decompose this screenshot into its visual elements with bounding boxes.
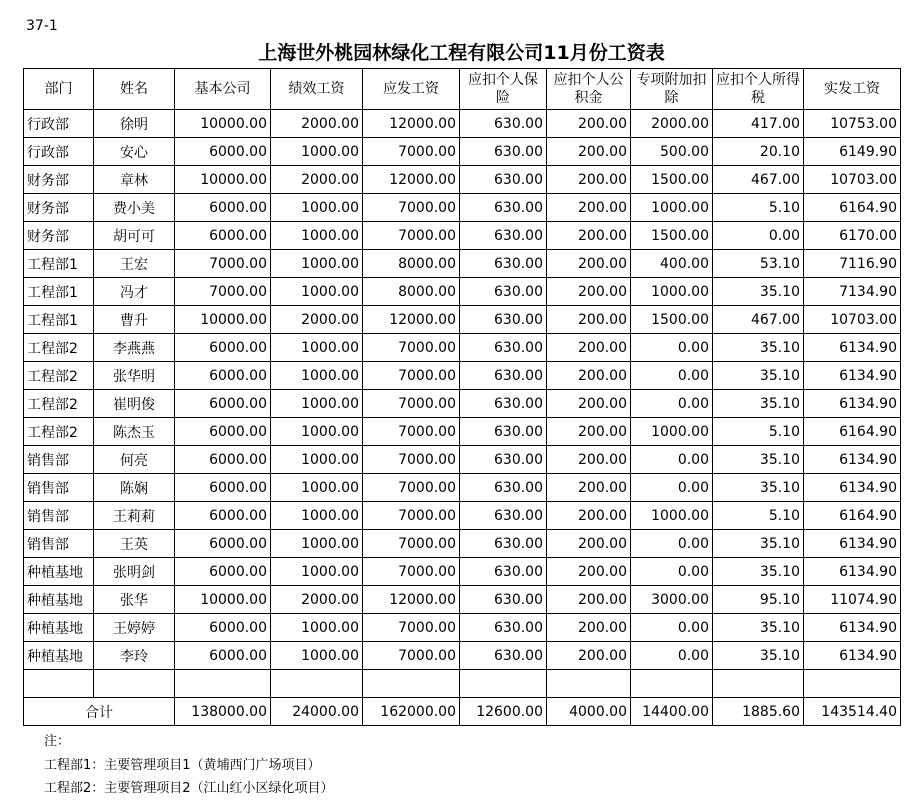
special-deduction-cell: 0.00 <box>631 558 713 586</box>
special-deduction-cell: 0.00 <box>631 446 713 474</box>
base-cell: 7000.00 <box>175 278 271 306</box>
housing-fund-cell: 200.00 <box>547 474 631 502</box>
department-cell: 工程部1 <box>24 250 94 278</box>
special-deduction-cell: 1000.00 <box>631 418 713 446</box>
table-row <box>24 642 901 670</box>
housing-fund-cell: 200.00 <box>547 110 631 138</box>
performance-cell: 1000.00 <box>271 390 363 418</box>
column-header-base: 基本公司 <box>175 69 271 110</box>
base-cell <box>175 670 271 698</box>
table-row <box>24 614 901 642</box>
column-header-special-deduction: 专项附加扣除 <box>631 69 713 110</box>
name-cell: 陈娴 <box>94 474 175 502</box>
base-cell: 6000.00 <box>175 390 271 418</box>
total-cell: 143514.40 <box>804 698 901 726</box>
housing-fund-cell: 200.00 <box>547 362 631 390</box>
housing-fund-cell: 200.00 <box>547 222 631 250</box>
department-cell: 种植基地 <box>24 642 94 670</box>
net-pay-cell: 6134.90 <box>804 558 901 586</box>
sheet-id: 37-1 <box>26 18 58 34</box>
department-cell: 财务部 <box>24 166 94 194</box>
department-cell: 销售部 <box>24 474 94 502</box>
name-cell: 王英 <box>94 530 175 558</box>
performance-cell: 1000.00 <box>271 334 363 362</box>
name-cell: 王莉莉 <box>94 502 175 530</box>
performance-cell: 1000.00 <box>271 194 363 222</box>
net-pay-cell: 6170.00 <box>804 222 901 250</box>
base-cell: 6000.00 <box>175 614 271 642</box>
base-cell: 6000.00 <box>175 502 271 530</box>
base-cell: 10000.00 <box>175 110 271 138</box>
department-cell: 种植基地 <box>24 586 94 614</box>
name-cell: 安心 <box>94 138 175 166</box>
column-header-housing-fund: 应扣个人公积金 <box>547 69 631 110</box>
gross-cell: 7000.00 <box>363 642 460 670</box>
performance-cell: 1000.00 <box>271 138 363 166</box>
housing-fund-cell: 200.00 <box>547 334 631 362</box>
insurance-cell: 630.00 <box>460 110 547 138</box>
special-deduction-cell: 0.00 <box>631 642 713 670</box>
insurance-cell: 630.00 <box>460 250 547 278</box>
table-row <box>24 194 901 222</box>
table-body <box>24 110 901 698</box>
net-pay-cell: 6134.90 <box>804 474 901 502</box>
total-cell: 138000.00 <box>175 698 271 726</box>
special-deduction-cell: 500.00 <box>631 138 713 166</box>
special-deduction-cell: 0.00 <box>631 334 713 362</box>
name-cell: 崔明俊 <box>94 390 175 418</box>
net-pay-cell: 7134.90 <box>804 278 901 306</box>
base-cell: 6000.00 <box>175 362 271 390</box>
total-cell: 14400.00 <box>631 698 713 726</box>
department-cell: 工程部2 <box>24 390 94 418</box>
housing-fund-cell: 200.00 <box>547 194 631 222</box>
insurance-cell: 630.00 <box>460 502 547 530</box>
income-tax-cell: 95.10 <box>713 586 804 614</box>
net-pay-cell: 10753.00 <box>804 110 901 138</box>
gross-cell: 12000.00 <box>363 586 460 614</box>
table-row <box>24 474 901 502</box>
department-cell: 种植基地 <box>24 558 94 586</box>
housing-fund-cell: 200.00 <box>547 614 631 642</box>
housing-fund-cell: 200.00 <box>547 446 631 474</box>
performance-cell: 1000.00 <box>271 614 363 642</box>
column-header-gross: 应发工资 <box>363 69 460 110</box>
performance-cell: 2000.00 <box>271 166 363 194</box>
department-cell: 销售部 <box>24 502 94 530</box>
department-cell: 工程部2 <box>24 334 94 362</box>
name-cell: 胡可可 <box>94 222 175 250</box>
column-header-net-pay: 实发工资 <box>804 69 901 110</box>
note-line: 工程部2：主要管理项目2（江山红小区绿化项目） <box>44 781 334 796</box>
gross-cell: 7000.00 <box>363 138 460 166</box>
special-deduction-cell: 1000.00 <box>631 278 713 306</box>
income-tax-cell: 417.00 <box>713 110 804 138</box>
base-cell: 6000.00 <box>175 642 271 670</box>
department-cell: 行政部 <box>24 138 94 166</box>
income-tax-cell: 35.10 <box>713 390 804 418</box>
special-deduction-cell: 0.00 <box>631 362 713 390</box>
insurance-cell: 630.00 <box>460 222 547 250</box>
housing-fund-cell: 200.00 <box>547 138 631 166</box>
table-row <box>24 362 901 390</box>
header-row <box>24 69 901 110</box>
net-pay-cell: 6164.90 <box>804 502 901 530</box>
insurance-cell: 630.00 <box>460 362 547 390</box>
base-cell: 6000.00 <box>175 222 271 250</box>
totals-row <box>24 698 901 726</box>
gross-cell: 8000.00 <box>363 250 460 278</box>
column-header-performance: 绩效工资 <box>271 69 363 110</box>
insurance-cell: 630.00 <box>460 474 547 502</box>
insurance-cell: 630.00 <box>460 446 547 474</box>
department-cell: 种植基地 <box>24 614 94 642</box>
performance-cell: 2000.00 <box>271 306 363 334</box>
table-row <box>24 334 901 362</box>
table-row <box>24 250 901 278</box>
department-cell: 销售部 <box>24 446 94 474</box>
income-tax-cell: 35.10 <box>713 474 804 502</box>
notes <box>44 730 334 801</box>
name-cell: 王宏 <box>94 250 175 278</box>
special-deduction-cell: 2000.00 <box>631 110 713 138</box>
gross-cell: 7000.00 <box>363 530 460 558</box>
housing-fund-cell: 200.00 <box>547 418 631 446</box>
name-cell: 张华明 <box>94 362 175 390</box>
net-pay-cell: 6134.90 <box>804 334 901 362</box>
gross-cell: 7000.00 <box>363 390 460 418</box>
column-header-department: 部门 <box>24 69 94 110</box>
base-cell: 6000.00 <box>175 194 271 222</box>
special-deduction-cell: 1500.00 <box>631 222 713 250</box>
performance-cell: 1000.00 <box>271 362 363 390</box>
net-pay-cell: 6164.90 <box>804 194 901 222</box>
name-cell <box>94 670 175 698</box>
column-header-income-tax: 应扣个人所得税 <box>713 69 804 110</box>
income-tax-cell: 0.00 <box>713 222 804 250</box>
income-tax-cell: 35.10 <box>713 446 804 474</box>
performance-cell: 1000.00 <box>271 642 363 670</box>
department-cell: 工程部2 <box>24 418 94 446</box>
base-cell: 10000.00 <box>175 306 271 334</box>
gross-cell: 7000.00 <box>363 502 460 530</box>
gross-cell: 7000.00 <box>363 334 460 362</box>
income-tax-cell: 35.10 <box>713 530 804 558</box>
name-cell: 李燕燕 <box>94 334 175 362</box>
base-cell: 6000.00 <box>175 446 271 474</box>
table-row <box>24 278 901 306</box>
performance-cell: 1000.00 <box>271 558 363 586</box>
base-cell: 6000.00 <box>175 530 271 558</box>
insurance-cell: 630.00 <box>460 166 547 194</box>
housing-fund-cell: 200.00 <box>547 306 631 334</box>
table-row <box>24 586 901 614</box>
table-row <box>24 306 901 334</box>
income-tax-cell: 5.10 <box>713 418 804 446</box>
department-cell <box>24 670 94 698</box>
insurance-cell: 630.00 <box>460 558 547 586</box>
income-tax-cell: 53.10 <box>713 250 804 278</box>
insurance-cell: 630.00 <box>460 390 547 418</box>
gross-cell: 7000.00 <box>363 558 460 586</box>
base-cell: 6000.00 <box>175 334 271 362</box>
name-cell: 李玲 <box>94 642 175 670</box>
performance-cell: 1000.00 <box>271 446 363 474</box>
note-line: 工程部1：主要管理项目1（黄埔西门广场项目） <box>44 757 321 773</box>
base-cell: 6000.00 <box>175 138 271 166</box>
housing-fund-cell: 200.00 <box>547 558 631 586</box>
insurance-cell: 630.00 <box>460 194 547 222</box>
page-title: 上海世外桃园林绿化工程有限公司11月份工资表 <box>258 42 665 64</box>
net-pay-cell: 6164.90 <box>804 418 901 446</box>
department-cell: 工程部2 <box>24 362 94 390</box>
income-tax-cell: 35.10 <box>713 642 804 670</box>
net-pay-cell: 10703.00 <box>804 166 901 194</box>
income-tax-cell: 35.10 <box>713 278 804 306</box>
table-row <box>24 390 901 418</box>
income-tax-cell: 467.00 <box>713 166 804 194</box>
base-cell: 6000.00 <box>175 474 271 502</box>
special-deduction-cell: 3000.00 <box>631 586 713 614</box>
total-cell: 24000.00 <box>271 698 363 726</box>
special-deduction-cell: 1500.00 <box>631 306 713 334</box>
base-cell: 10000.00 <box>175 166 271 194</box>
base-cell: 6000.00 <box>175 418 271 446</box>
performance-cell: 1000.00 <box>271 502 363 530</box>
insurance-cell: 630.00 <box>460 334 547 362</box>
performance-cell: 1000.00 <box>271 250 363 278</box>
net-pay-cell: 6149.90 <box>804 138 901 166</box>
net-pay-cell: 6134.90 <box>804 390 901 418</box>
department-cell: 工程部1 <box>24 306 94 334</box>
totals-label: 合计 <box>24 698 175 726</box>
performance-cell: 2000.00 <box>271 110 363 138</box>
special-deduction-cell: 0.00 <box>631 530 713 558</box>
name-cell: 张华 <box>94 586 175 614</box>
gross-cell: 12000.00 <box>363 166 460 194</box>
gross-cell: 12000.00 <box>363 306 460 334</box>
insurance-cell: 630.00 <box>460 614 547 642</box>
housing-fund-cell: 200.00 <box>547 530 631 558</box>
housing-fund-cell: 200.00 <box>547 502 631 530</box>
housing-fund-cell: 200.00 <box>547 390 631 418</box>
income-tax-cell: 35.10 <box>713 362 804 390</box>
insurance-cell: 630.00 <box>460 530 547 558</box>
income-tax-cell: 35.10 <box>713 334 804 362</box>
column-header-insurance: 应扣个人保险 <box>460 69 547 110</box>
insurance-cell: 630.00 <box>460 306 547 334</box>
performance-cell <box>271 670 363 698</box>
income-tax-cell: 20.10 <box>713 138 804 166</box>
housing-fund-cell: 200.00 <box>547 278 631 306</box>
net-pay-cell: 6134.90 <box>804 530 901 558</box>
performance-cell: 1000.00 <box>271 222 363 250</box>
special-deduction-cell: 400.00 <box>631 250 713 278</box>
net-pay-cell: 6134.90 <box>804 642 901 670</box>
special-deduction-cell: 0.00 <box>631 474 713 502</box>
total-cell: 1885.60 <box>713 698 804 726</box>
income-tax-cell: 35.10 <box>713 614 804 642</box>
special-deduction-cell: 1000.00 <box>631 502 713 530</box>
special-deduction-cell: 0.00 <box>631 614 713 642</box>
income-tax-cell: 5.10 <box>713 194 804 222</box>
table-row <box>24 502 901 530</box>
table-row <box>24 446 901 474</box>
name-cell: 徐明 <box>94 110 175 138</box>
name-cell: 曹升 <box>94 306 175 334</box>
table-row <box>24 558 901 586</box>
net-pay-cell: 11074.90 <box>804 586 901 614</box>
table-row <box>24 222 901 250</box>
special-deduction-cell: 1000.00 <box>631 194 713 222</box>
net-pay-cell: 7116.90 <box>804 250 901 278</box>
housing-fund-cell: 200.00 <box>547 642 631 670</box>
table-row <box>24 138 901 166</box>
performance-cell: 1000.00 <box>271 418 363 446</box>
gross-cell: 7000.00 <box>363 222 460 250</box>
name-cell: 章林 <box>94 166 175 194</box>
net-pay-cell: 6134.90 <box>804 614 901 642</box>
gross-cell: 7000.00 <box>363 362 460 390</box>
name-cell: 陈杰玉 <box>94 418 175 446</box>
gross-cell: 7000.00 <box>363 418 460 446</box>
name-cell: 王婷婷 <box>94 614 175 642</box>
base-cell: 10000.00 <box>175 586 271 614</box>
gross-cell: 7000.00 <box>363 614 460 642</box>
name-cell: 何亮 <box>94 446 175 474</box>
performance-cell: 1000.00 <box>271 278 363 306</box>
net-pay-cell <box>804 670 901 698</box>
performance-cell: 2000.00 <box>271 586 363 614</box>
total-cell: 12600.00 <box>460 698 547 726</box>
payroll-table <box>23 68 901 726</box>
total-cell: 4000.00 <box>547 698 631 726</box>
gross-cell: 7000.00 <box>363 446 460 474</box>
gross-cell: 7000.00 <box>363 474 460 502</box>
gross-cell: 8000.00 <box>363 278 460 306</box>
gross-cell: 12000.00 <box>363 110 460 138</box>
base-cell: 7000.00 <box>175 250 271 278</box>
insurance-cell: 630.00 <box>460 642 547 670</box>
department-cell: 销售部 <box>24 530 94 558</box>
table-row <box>24 166 901 194</box>
gross-cell <box>363 670 460 698</box>
name-cell: 冯才 <box>94 278 175 306</box>
table-row <box>24 418 901 446</box>
notes-heading: 注： <box>44 734 71 749</box>
net-pay-cell: 6134.90 <box>804 362 901 390</box>
income-tax-cell <box>713 670 804 698</box>
table-row <box>24 670 901 698</box>
income-tax-cell: 467.00 <box>713 306 804 334</box>
table-row <box>24 530 901 558</box>
insurance-cell: 630.00 <box>460 278 547 306</box>
housing-fund-cell <box>547 670 631 698</box>
column-header-name: 姓名 <box>94 69 175 110</box>
name-cell: 费小美 <box>94 194 175 222</box>
housing-fund-cell: 200.00 <box>547 166 631 194</box>
net-pay-cell: 10703.00 <box>804 306 901 334</box>
table-row <box>24 110 901 138</box>
gross-cell: 7000.00 <box>363 194 460 222</box>
department-cell: 工程部1 <box>24 278 94 306</box>
insurance-cell: 630.00 <box>460 138 547 166</box>
special-deduction-cell <box>631 670 713 698</box>
department-cell: 行政部 <box>24 110 94 138</box>
insurance-cell: 630.00 <box>460 418 547 446</box>
performance-cell: 1000.00 <box>271 530 363 558</box>
total-cell: 162000.00 <box>363 698 460 726</box>
income-tax-cell: 5.10 <box>713 502 804 530</box>
base-cell: 6000.00 <box>175 558 271 586</box>
housing-fund-cell: 200.00 <box>547 250 631 278</box>
special-deduction-cell: 1500.00 <box>631 166 713 194</box>
performance-cell: 1000.00 <box>271 474 363 502</box>
department-cell: 财务部 <box>24 194 94 222</box>
insurance-cell <box>460 670 547 698</box>
insurance-cell: 630.00 <box>460 586 547 614</box>
department-cell: 财务部 <box>24 222 94 250</box>
income-tax-cell: 35.10 <box>713 558 804 586</box>
name-cell: 张明剑 <box>94 558 175 586</box>
special-deduction-cell: 0.00 <box>631 390 713 418</box>
housing-fund-cell: 200.00 <box>547 586 631 614</box>
net-pay-cell: 6134.90 <box>804 446 901 474</box>
